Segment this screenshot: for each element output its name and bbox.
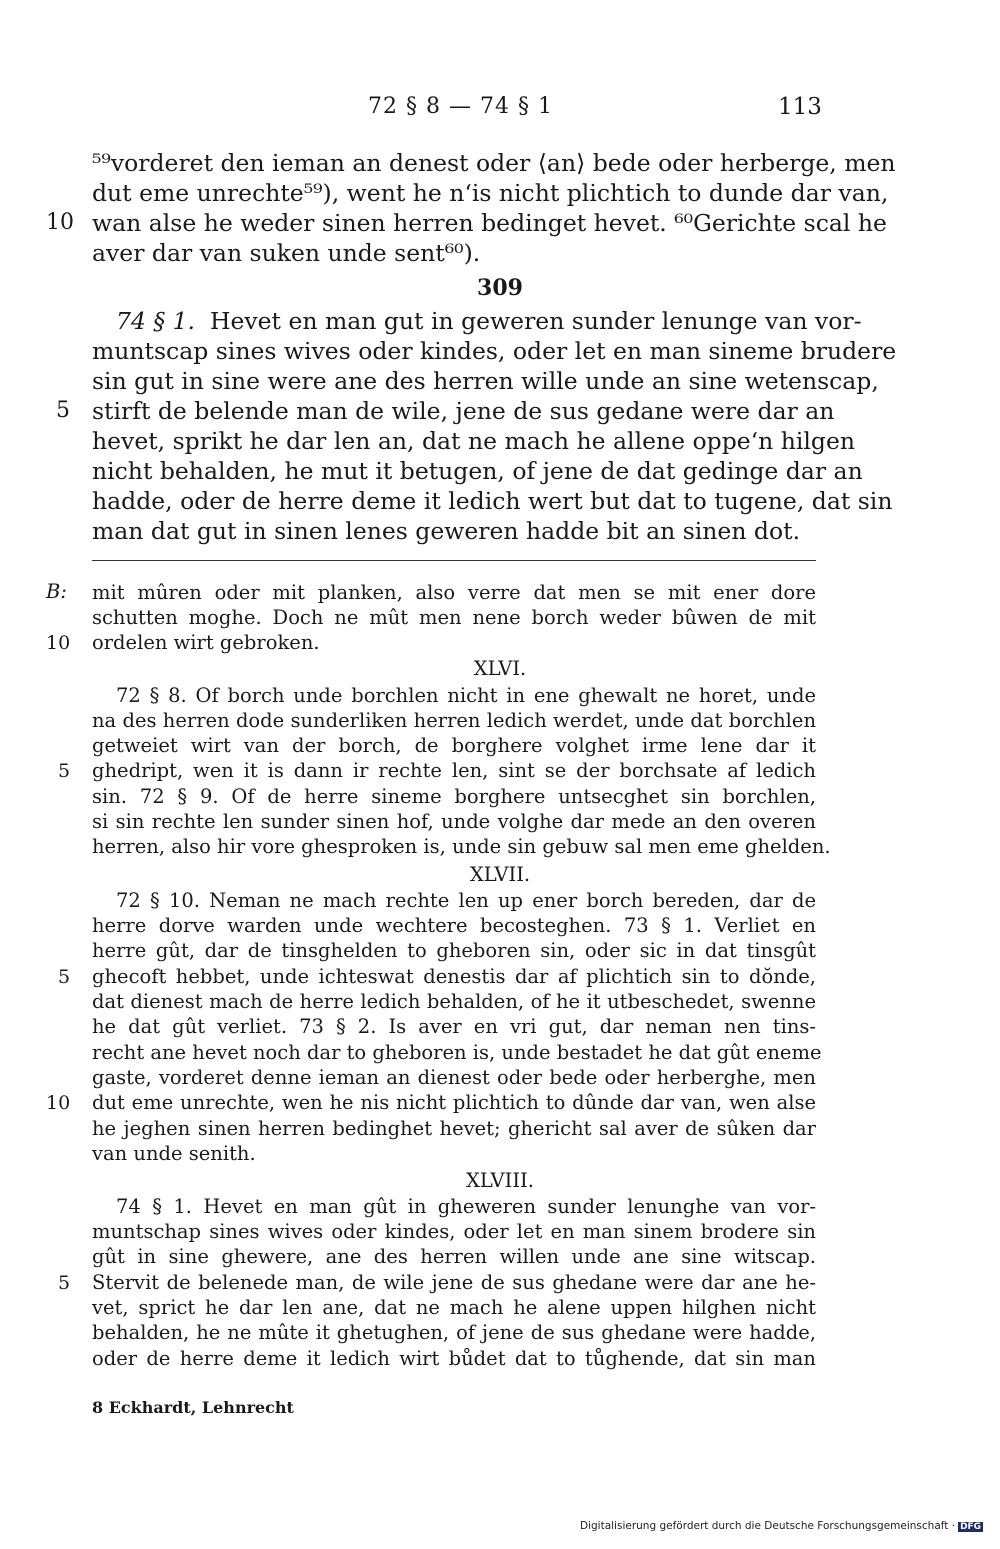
- footnote-line: sin. 72 § 9. Of de herre sineme borghere untsecghet sin borchlen,: [92, 785, 816, 808]
- page-number: 113: [778, 94, 822, 120]
- footnote-line: oder de herre deme it ledich wirt bůdet dat to tůghende, dat sin man: [92, 1347, 816, 1370]
- text-line: wan alse he weder sinen herren bedinget hevet. ⁶⁰Gerichte scal he: [92, 209, 887, 237]
- text-line-content: Hevet en man gut in geweren sunder lenunge van vor-: [209, 307, 862, 335]
- credit-text: Digitalisierung gefördert durch die Deutsche Forschungsgemeinschaft ·: [580, 1520, 956, 1532]
- footnote-line: 74 § 1. Hevet en man gût in gheweren sunder lenunghe van vor-: [116, 1195, 816, 1218]
- footnote-line: 72 § 10. Neman ne mach rechte len up ener borch bereden, dar de: [116, 889, 816, 912]
- text-line: stirft de belende man de wile, jene de sus gedane were dar an: [92, 397, 835, 425]
- footnote-line: he jeghen sinen herren bedinghet hevet; ghericht sal aver de sûken dar: [92, 1117, 816, 1140]
- footnote-divider: [92, 560, 816, 561]
- header-title: 72 § 8 — 74 § 1: [368, 94, 553, 119]
- text-line: ⁵⁹vorderet den ieman an denest oder ⟨an⟩ bede oder herberge, men: [92, 149, 896, 177]
- footnote-line: mit mûren oder mit planken, also verre dat men se mit ener dore: [92, 581, 816, 604]
- footnote-line: ghedript, wen it is dann ir rechte len, sint se der borchsate af ledich: [92, 759, 816, 782]
- footnote-line: ghecoft hebbet, unde ichteswat denestis dar af plichtich sin to dŏnde,: [92, 965, 816, 988]
- line-number: 10: [46, 210, 74, 235]
- text-line: aver dar van suken unde sent⁶⁰).: [92, 239, 481, 267]
- footnote-line: recht ane hevet noch dar to gheboren is, unde bestadet he dat gût eneme: [92, 1041, 822, 1064]
- footnote-line: gaste, vorderet denne ieman an dienest oder bede oder herberghe, men: [92, 1066, 816, 1089]
- footnote-line: muntschap sines wives oder kindes, oder let en man sinem brodere sin: [92, 1220, 816, 1243]
- footnote-line: na des herren dode sunderliken herren ledich werdet, unde dat borchlen: [92, 709, 816, 732]
- line-number: 5: [58, 1272, 71, 1294]
- chapter-heading-xlviii: XLVIII.: [466, 1169, 534, 1192]
- text-line: man dat gut in sinen lenes geweren hadde bit an sinen dot.: [92, 517, 801, 545]
- text-line: [116, 306, 862, 336]
- footnote-line: gût in sine ghewere, ane des herren willen unde ane sine witscap.: [92, 1245, 816, 1268]
- section-ref: 74 § 1.: [116, 307, 196, 335]
- footnote-line: behalden, he ne mûte it ghetughen, of jene de sus ghedane were hadde,: [92, 1321, 816, 1344]
- signature-line: 8 Eckhardt, Lehnrecht: [92, 1398, 294, 1417]
- text-line: muntscap sines wives oder kindes, oder let en man sineme brudere: [92, 337, 897, 365]
- text-line: dut eme unrechte⁵⁹), went he n‘is nicht plichtich to dunde dar van,: [92, 179, 889, 207]
- line-number: 5: [58, 966, 71, 988]
- footnote-line: van unde senith.: [92, 1142, 256, 1165]
- chapter-heading-xlvi: XLVI.: [473, 657, 527, 680]
- digitization-credit: [580, 1520, 983, 1532]
- line-number: 10: [46, 632, 71, 654]
- footnote-line: dut eme unrechte, wen he nis nicht plichtich to dûnde dar van, wen alse: [92, 1091, 816, 1114]
- text-line: hevet, sprikt he dar len an, dat ne mach he allene oppe‘n hilgen: [92, 427, 855, 455]
- footnote-line: vet, sprict he dar len ane, dat ne mach he alene uppen hilghen nicht: [92, 1296, 816, 1319]
- footnote-line: he dat gût verliet. 73 § 2. Is aver en vri gut, dar neman nen tins-: [92, 1015, 816, 1038]
- footnote-line: si sin rechte len sunder sinen hof, unde volghe dar mede an den overen: [92, 810, 816, 833]
- footnote-line: herre dorve warden unde wechtere becosteghen. 73 § 1. Verliet en: [92, 914, 816, 937]
- footnote-line: herre gût, dar de tinsghelden to gheboren sin, oder sic in dat tinsgût: [92, 939, 816, 962]
- line-number: 10: [46, 1092, 71, 1114]
- line-number: 5: [58, 760, 71, 782]
- footnote-line: ordelen wirt gebroken.: [92, 631, 320, 654]
- siglum: B:: [46, 580, 67, 603]
- text-line: nicht behalden, he mut it betugen, of jene de dat gedinge dar an: [92, 457, 863, 485]
- dfg-logo: DFG: [960, 1522, 982, 1532]
- text-line: hadde, oder de herre deme it ledich wert but dat to tugene, dat sin: [92, 487, 893, 515]
- section-number: 309: [477, 275, 523, 301]
- text-line: sin gut in sine were ane des herren wille unde an sine wetenscap,: [92, 367, 879, 395]
- footnote-line: Stervit de belenede man, de wile jene de sus ghedane were dar ane he-: [92, 1271, 816, 1294]
- footnote-line: herren, also hir vore ghesproken is, unde sin gebuw sal men eme ghelden.: [92, 835, 831, 858]
- chapter-heading-xlvii: XLVII.: [469, 863, 531, 886]
- footnote-line: getweiet wirt van der borch, de borghere volghet irme lene dar it: [92, 734, 816, 757]
- footnote-line: dat dienest mach de herre ledich behalden, of he it utbeschedet, swenne: [92, 990, 816, 1013]
- footnote-line: 72 § 8. Of borch unde borchlen nicht in ene ghewalt ne horet, unde: [116, 684, 816, 707]
- footnote-line: schutten moghe. Doch ne mût men nene borch weder bûwen de mit: [92, 606, 816, 629]
- line-number: 5: [56, 398, 70, 423]
